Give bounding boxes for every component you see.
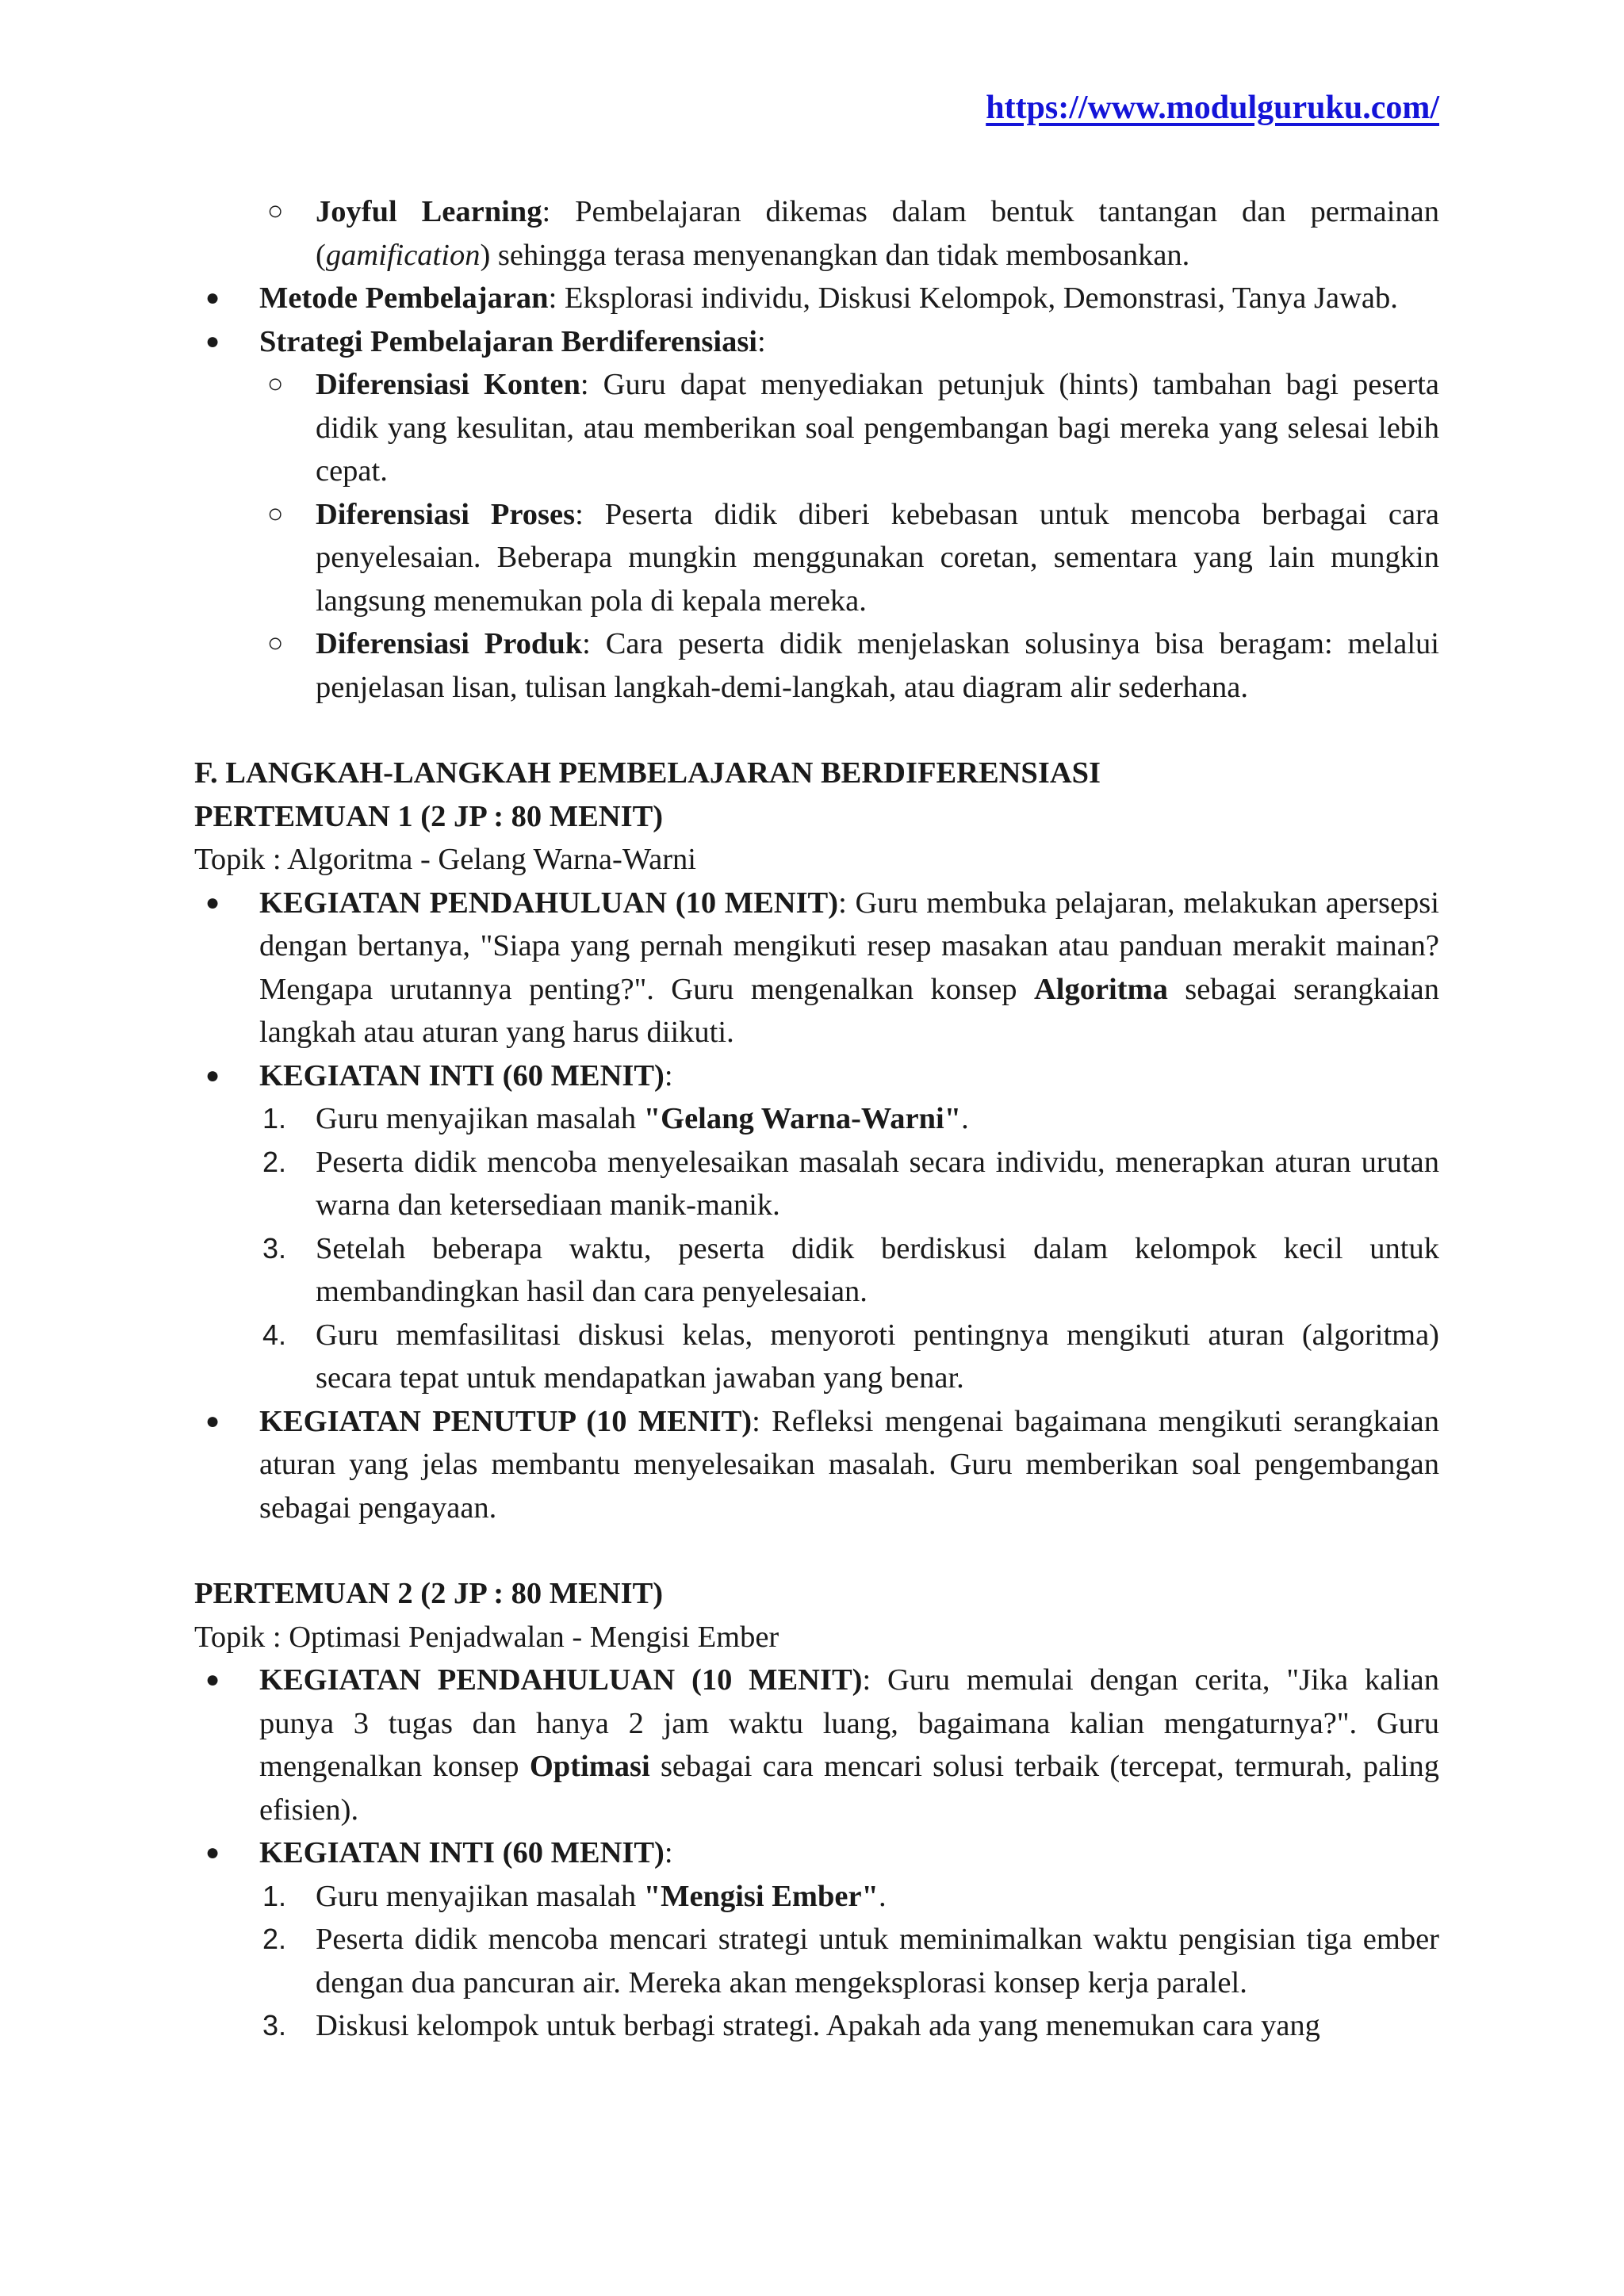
hollow-bullet-icon: ○ (267, 499, 284, 529)
section-f-title: F. LANGKAH-LANGKAH PEMBELAJARAN BERDIFERENSIASI (194, 756, 1101, 790)
bullet-icon: ● (205, 327, 220, 354)
meeting-2-step: 3. Diskusi kelompok untuk berbagi strategi. Apakah ada yang menemukan cara yang (262, 2009, 1320, 2042)
meeting-2-step: 1. Guru menyajikan masalah "Mengisi Ember". (262, 1879, 887, 1913)
list-item-diferensiasi-proses: ○ Diferensiasi Proses: Peserta didik diberi kebebasan untuk mencoba berbagai cara penyelesaian. Beberapa mungkin menggunakan coretan, sementara yang lain mungkin langsung menemukan pola di kepala mereka. (194, 493, 1439, 623)
meeting-2-topic: Topik : Optimasi Penjadwalan - Mengisi Ember (194, 1620, 779, 1654)
hollow-bullet-icon: ○ (267, 369, 284, 399)
meeting-1-step: 1. Guru menyajikan masalah "Gelang Warna-Warni". (262, 1102, 969, 1135)
hollow-bullet-icon: ○ (267, 629, 284, 658)
site-url-link[interactable]: https://www.modulguruku.com/ (986, 90, 1439, 126)
bullet-icon: ● (205, 1062, 220, 1089)
bullet-icon: ● (205, 889, 220, 916)
meeting-1-pendahuluan: ● KEGIATAN PENDAHULUAN (10 MENIT): Guru membuka pelajaran, melakukan apersepsi dengan bertanya, "Siapa yang pernah mengikuti resep masakan atau panduan merakit mainan? Mengapa urutannya penting?". Guru mengenalkan konsep Algoritma sebagai serangkaian langkah atau aturan yang harus diikuti. (194, 882, 1439, 1054)
bullet-icon: ● (205, 1407, 220, 1434)
list-item-strategi: ● Strategi Pembelajaran Berdiferensiasi: (194, 320, 1439, 364)
meeting-1-step: 3. Setelah beberapa waktu, peserta didik berdiskusi dalam kelompok kecil untuk membandingkan hasil dan cara penyelesaian. (262, 1231, 1439, 1308)
bullet-icon: ● (205, 1667, 220, 1693)
meeting-2-pendahuluan: ● KEGIATAN PENDAHULUAN (10 MENIT): Guru memulai dengan cerita, "Jika kalian punya 3 tugas dan hanya 2 jam waktu luang, bagaimana kalian mengaturnya?". Guru mengenalkan konsep Optimasi sebagai cara mencari solusi terbaik (tercepat, termurah, paling efisien). (194, 1659, 1439, 1831)
list-item-metode: ● Metode Pembelajaran: Eksplorasi individu, Diskusi Kelompok, Demonstrasi, Tanya Jawab. (194, 277, 1439, 320)
meeting-2-title: PERTEMUAN 2 (2 JP : 80 MENIT) (194, 1577, 664, 1610)
bullet-icon: ● (205, 285, 220, 311)
meeting-1-inti: ● KEGIATAN INTI (60 MENIT): (194, 1054, 1439, 1098)
meeting-1-penutup: ● KEGIATAN PENUTUP (10 MENIT): Refleksi mengenai bagaimana mengikuti serangkaian aturan yang jelas membantu menyelesaikan masalah. Guru memberikan soal pengembangan sebagai pengayaan. (194, 1400, 1439, 1530)
meeting-1-step: 2. Peserta didik mencoba menyelesaikan masalah secara individu, menerapkan aturan urutan warna dan ketersediaan manik-manik. (262, 1145, 1439, 1222)
list-item-joyful-learning: ○ Joyful Learning: Pembelajaran dikemas dalam bentuk tantangan dan permainan (gamification) sehingga terasa menyenangkan dan tidak membosankan. (194, 190, 1439, 277)
hollow-bullet-icon: ○ (267, 197, 284, 226)
list-item-diferensiasi-konten: ○ Diferensiasi Konten: Guru dapat menyediakan petunjuk (hints) tambahan bagi peserta didik yang kesulitan, atau memberikan soal pengembangan bagi mereka yang selesai lebih cepat. (194, 363, 1439, 493)
meeting-2-step: 2. Peserta didik mencoba mencari strategi untuk meminimalkan waktu pengisian tiga ember dengan dua pancuran air. Mereka akan mengeksplorasi konsep kerja paralel. (262, 1923, 1439, 1999)
bullet-icon: ● (205, 1839, 220, 1866)
meeting-1-step: 4. Guru memfasilitasi diskusi kelas, menyoroti pentingnya mengikuti aturan (algoritma) secara tepat untuk mendapatkan jawaban yang benar. (262, 1318, 1439, 1395)
list-item-diferensiasi-produk: ○ Diferensiasi Produk: Cara peserta didik menjelaskan solusinya bisa beragam: melalui penjelasan lisan, tulisan langkah-demi-langkah, atau diagram alir sederhana. (194, 622, 1439, 709)
meeting-1-topic: Topik : Algoritma - Gelang Warna-Warni (194, 843, 696, 876)
meeting-2-inti: ● KEGIATAN INTI (60 MENIT): (194, 1831, 1439, 1875)
meeting-1-title: PERTEMUAN 1 (2 JP : 80 MENIT) (194, 799, 664, 833)
